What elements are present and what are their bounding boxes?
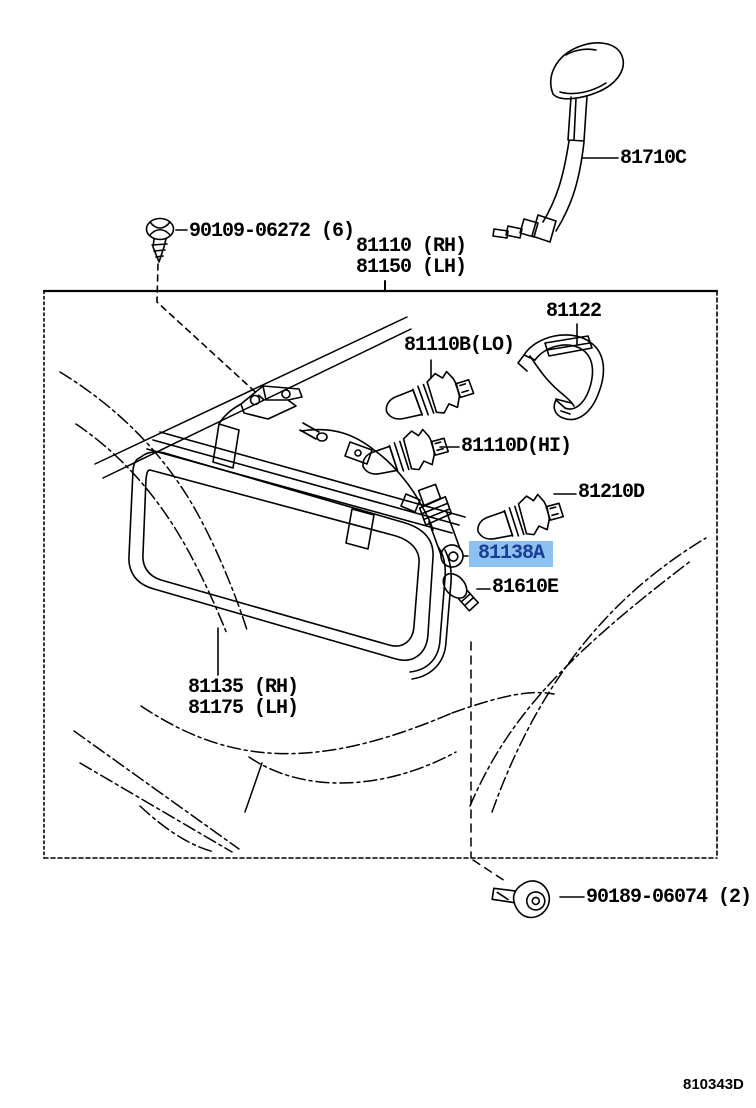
antenna-drawing [493,43,623,242]
socket-drawing [414,483,469,572]
retainer-ring-drawing [518,335,603,420]
part-label-81175-lh[interactable]: 81175 (LH) [188,697,299,720]
part-label-90109-06272[interactable]: 90109-06272 (6) [189,220,355,243]
bulb-81210d-drawing [472,488,565,548]
frame-box [44,281,717,858]
bulb-low-drawing [380,364,476,428]
part-label-81150-lh[interactable]: 81150 (LH) [356,256,467,279]
part-label-81138a-highlighted[interactable]: 81138A [469,541,553,567]
part-label-81110-rh[interactable]: 81110 (RH) [356,235,467,258]
part-label-81710c[interactable]: 81710C [620,147,687,170]
screw-drawing [147,219,265,401]
part-label-81110b-lo[interactable]: 81110B(LO) [404,334,515,357]
part-label-81110d-hi[interactable]: 81110D(HI) [461,435,572,458]
headlamp-assembly-drawing [129,386,465,679]
part-label-90189-06074[interactable]: 90189-06074 (2) [586,886,752,909]
body-outline-lines [60,317,706,881]
part-label-81210d[interactable]: 81210D [578,481,645,504]
part-label-81122[interactable]: 81122 [546,300,602,323]
part-label-81135-rh[interactable]: 81135 (RH) [188,676,299,699]
diagram-code: 810343D [683,1076,744,1093]
part-label-81610e[interactable]: 81610E [492,576,559,599]
bolt-drawing [489,873,554,928]
